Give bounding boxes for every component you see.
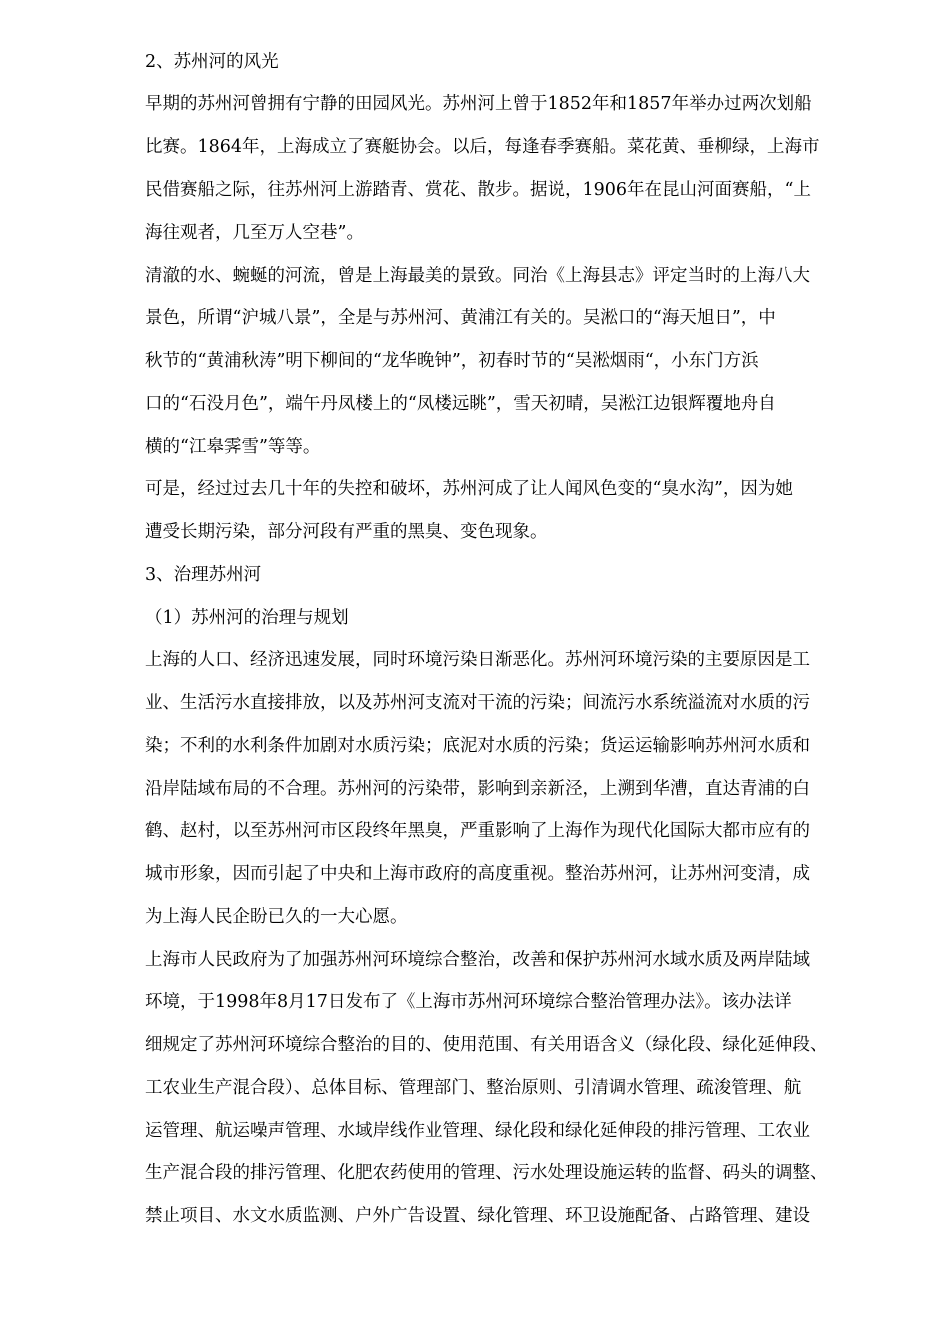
text-line: 环境，于1998年8月17日发布了《上海市苏州河环境综合整治管理办法》。该办法详 [145,992,792,1012]
text-line: 民借赛船之际，往苏州河上游踏青、赏花、散步。据说，1906年在昆山河面赛船，“上 [145,180,811,200]
text-line: 可是，经过过去几十年的失控和破坏，苏州河成了让人闻风色变的“臭水沟”，因为她 [145,479,793,499]
text-line: 业、生活污水直接排放，以及苏州河支流对干流的污染；间流污水系统溢流对水质的污 [145,693,810,713]
text-line: 工农业生产混合段）、总体目标、管理部门、整治原则、引清调水管理、疏浚管理、航 [145,1078,802,1098]
section-heading-scenery: 2、苏州河的风光 [145,52,279,72]
text-line: 沿岸陆域布局的不合理。苏州河的污染带，影响到亲新泾，上溯到华漕，直达青浦的白 [145,779,810,799]
text-line: 生产混合段的排污管理、化肥农药使用的管理、污水处理设施运转的监督、码头的调整、 [145,1163,828,1183]
subsection-heading: （1）苏州河的治理与规划 [145,608,349,628]
text-line: 清澈的水、蜿蜒的河流，曾是上海最美的景致。同治《上海县志》评定当时的上海八大 [145,266,810,286]
text-line: 口的“石没月色”，端午丹凤楼上的“凤楼远眺”，雪天初晴，吴淞江边银辉覆地舟自 [145,394,776,414]
section-heading-governance: 3、治理苏州河 [145,565,262,585]
text-line: 染；不利的水利条件加剧对水质污染；底泥对水质的污染；货运运输影响苏州河水质和 [145,736,810,756]
text-line: 景色，所谓“沪城八景”，全是与苏州河、黄浦江有关的。吴淞口的“海天旭日”，中 [145,308,776,328]
text-line: 细规定了苏州河环境综合整治的目的、使用范围、有关用语含义（绿化段、绿化延伸段、 [145,1035,828,1055]
text-line: 城市形象，因而引起了中央和上海市政府的高度重视。整治苏州河，让苏州河变清，成 [145,864,810,884]
text-line: 横的“江皋霁雪”等等。 [145,437,321,457]
text-line: 禁止项目、水文水质监测、户外广告设置、绿化管理、环卫设施配备、占路管理、建设 [145,1206,810,1226]
text-line: 鹤、赵村，以至苏州河市区段终年黑臭，严重影响了上海作为现代化国际大都市应有的 [145,821,810,841]
text-line: 上海的人口、经济迅速发展，同时环境污染日渐恶化。苏州河环境污染的主要原因是工 [145,650,810,670]
text-line: 上海市人民政府为了加强苏州河环境综合整治，改善和保护苏州河水域水质及两岸陆域 [145,950,810,970]
text-line: 早期的苏州河曾拥有宁静的田园风光。苏州河上曾于1852年和1857年举办过两次划船 [145,94,812,114]
text-line: 运管理、航运噪声管理、水域岸线作业管理、绿化段和绿化延伸段的排污管理、工农业 [145,1121,810,1141]
text-line: 海往观者，几至万人空巷”。 [145,223,364,243]
text-line: 比赛。1864年，上海成立了赛艇协会。以后，每逢春季赛船。菜花黄、垂柳绿，上海市 [145,137,820,157]
text-line: 为上海人民企盼已久的一大心愿。 [145,907,408,927]
text-line: 遭受长期污染，部分河段有严重的黑臭、变色现象。 [145,522,548,542]
text-line: 秋节的“黄浦秋涛”明下柳间的“龙华晚钟”，初春时节的“吴淞烟雨“，小东门方浜 [145,351,759,371]
